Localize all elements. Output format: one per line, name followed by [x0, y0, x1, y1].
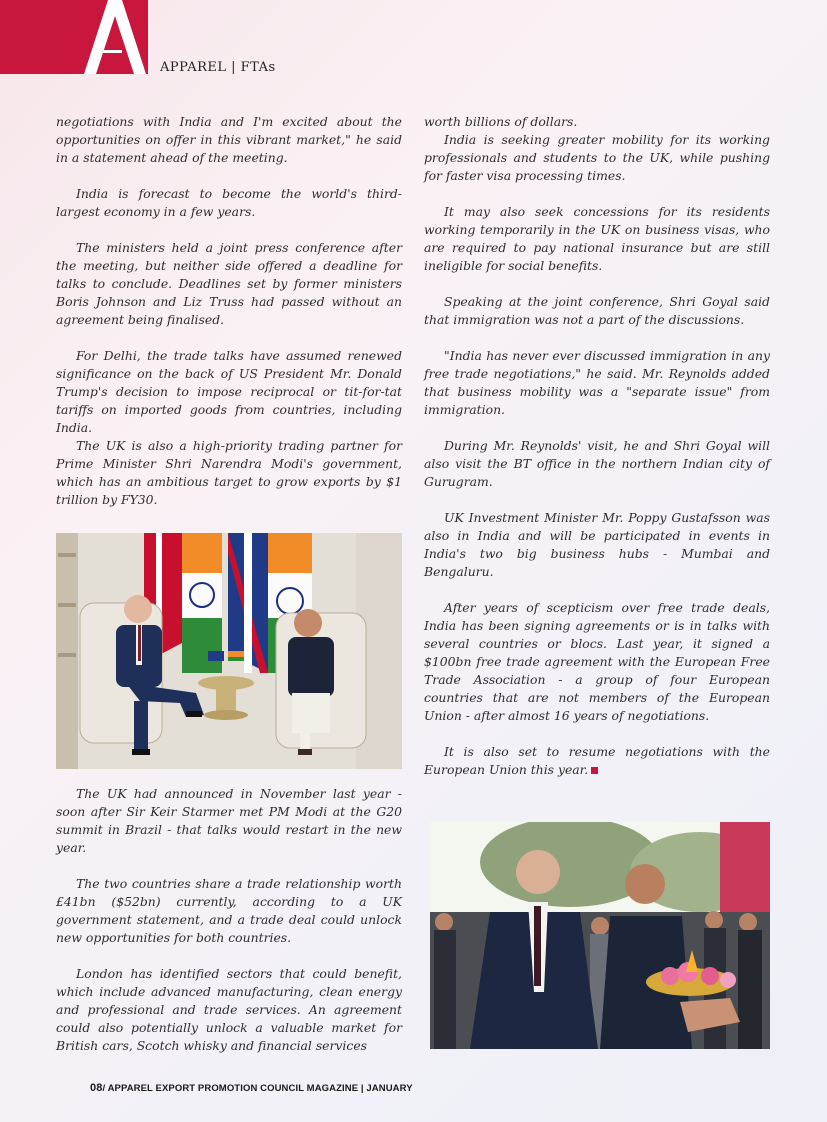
left-column: [56, 113, 402, 527]
footer-text: / APPAREL EXPORT PROMOTION COUNCIL MAGAZINE | JANUARY: [102, 1083, 413, 1094]
paragraph-text: It is also set to resume negotiations with the European Union this year.: [424, 744, 770, 777]
logo-letter-a-icon: [0, 0, 148, 74]
meeting-photo: [56, 533, 402, 769]
photo-ceremony-image: [430, 822, 770, 1049]
paragraph: After years of scepticism over free trade deals, India has been signing agreements or is in talks with several countries or blocs. Last year, it signed a $100bn free trade agreement with the European Free Trade Association - a group of four European countries that are not members of the European Union - after almost 16 years of negotiations.: [424, 600, 770, 723]
paragraph-final: [424, 743, 770, 779]
paragraph: London has identified sectors that could benefit, which include advanced manufacturing, clean energy and professional and trade services. An agreement could also potentially unlock a valuable market for British cars, Scotch whisky and financial services: [56, 966, 402, 1053]
paragraph: The UK is also a high-priority trading partner for Prime Minister Shri Narendra Modi's government, which has an ambitious target to grow exports by $1 trillion by FY30.: [56, 438, 402, 507]
paragraph: It may also seek concessions for its residents working temporarily in the UK on business visas, who are required to pay national insurance but are still ineligible for social benefits.: [424, 204, 770, 273]
paragraph: During Mr. Reynolds' visit, he and Shri Goyal will also visit the BT office in the northern Indian city of Gurugram.: [424, 438, 770, 489]
page-footer: [90, 1082, 413, 1094]
paragraph: Speaking at the joint conference, Shri Goyal said that immigration was not a part of the discussions.: [424, 294, 770, 327]
page-number: 08: [90, 1082, 103, 1094]
right-column: [424, 113, 770, 779]
photo-meeting-image: [56, 533, 402, 769]
paragraph: The two countries share a trade relationship worth £41bn ($52bn) currently, according to a UK government statement, and a trade deal could unlock new opportunities for both countries.: [56, 876, 402, 945]
left-column-lower: [56, 785, 402, 1055]
paragraph: The ministers held a joint press conference after the meeting, but neither side offered a deadline for talks to conclude. Deadlines set by former ministers Boris Johnson and Liz Truss had passed without an agreement being finalised.: [56, 240, 402, 327]
paragraph: India is seeking greater mobility for its working professionals and students to the UK, while pushing for faster visa processing times.: [424, 132, 770, 183]
paragraph: UK Investment Minister Mr. Poppy Gustafsson was also in India and will be participated in events in India's two big business hubs - Mumbai and Bengaluru.: [424, 510, 770, 579]
ceremony-photo: [430, 822, 770, 1049]
paragraph: India is forecast to become the world's third-largest economy in a few years.: [56, 186, 402, 219]
paragraph: negotiations with India and I'm excited about the opportunities on offer in this vibrant market," he said in a statement ahead of the meeting.: [56, 114, 402, 165]
paragraph: For Delhi, the trade talks have assumed renewed significance on the back of US President Mr. Donald Trump's decision to impose reciprocal or tit-for-tat tariffs on imported goods from countries, including India.: [56, 348, 402, 435]
paragraph: The UK had announced in November last year - soon after Sir Keir Starmer met PM Modi at the G20 summit in Brazil - that talks would restart in the new year.: [56, 786, 402, 855]
magazine-logo: [0, 0, 148, 74]
paragraph: "India has never ever discussed immigration in any free trade negotiations," he said. Mr. Reynolds added that business mobility was a "separate issue" from immigration.: [424, 348, 770, 417]
paragraph: worth billions of dollars.: [424, 114, 578, 129]
section-label: APPAREL | FTAs: [160, 60, 276, 75]
article-end-icon: [591, 767, 598, 774]
